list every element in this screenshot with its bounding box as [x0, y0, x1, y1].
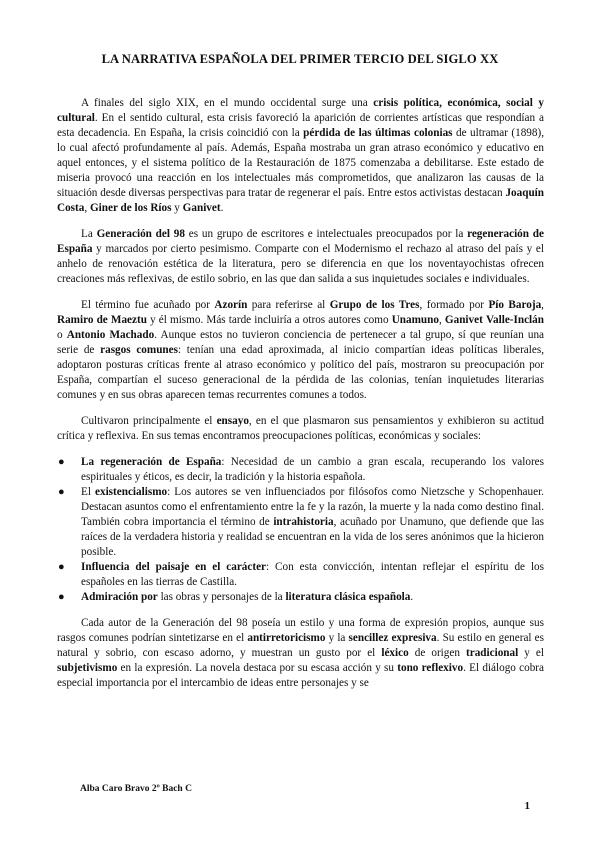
- text-run: : tenían una edad aproximada, al inicio compartían ideas políticas liberales, adoptaron posturas críticas frente al atraso económico y político del país, mostraron su preocupación por España, compartían el suceso generacional de la pérdida de las colonias, tenían inquietudes literarias comunes y en sus obras aparecen temas recurrentes comunes a todos.: [57, 344, 544, 401]
- bold-run: Valle-Inclán: [485, 314, 544, 326]
- text-run: A finales del siglo XIX, en el mundo occidental surge una: [81, 97, 374, 109]
- text-run: Cada autor de la Generación del 98 poseía un estilo y una forma de expresión propios, aunque sus rasgos comunes podrían sintetizarse en el: [57, 617, 544, 644]
- bold-run: ensayo: [216, 415, 249, 427]
- bold-run: La regeneración de España: [81, 456, 222, 468]
- bold-run: Admiración por: [81, 591, 158, 603]
- text-run: o: [57, 329, 67, 341]
- text-run: : Necesidad de un cambio a gran escala, recuperando los valores espirituales y éticos, es decir, la tradición y la historia española.: [81, 456, 544, 483]
- paragraph-intro: [57, 96, 544, 216]
- text-run: . En el sentido cultural, esta crisis favoreció la aparición de corrientes artísticas que respondían a esta decadencia. En España, la crisis coincidió con la: [57, 112, 544, 139]
- bold-run: rasgos comunes: [100, 344, 178, 356]
- bold-run: Generación del 98: [96, 228, 185, 240]
- paragraph-generacion-98: [57, 227, 544, 287]
- page-number: 1: [524, 800, 530, 812]
- list-item-admiracion: [57, 590, 544, 605]
- text-run: ,: [84, 202, 90, 214]
- bold-run: Ramiro de Maeztu: [57, 314, 147, 326]
- bold-run: crisis política, económica, social y cultural: [57, 97, 544, 124]
- text-run: para referirse al: [247, 299, 330, 311]
- bold-run: tradicional: [466, 647, 519, 659]
- text-run: El: [81, 486, 96, 498]
- bold-run: antirretoricismo: [247, 632, 326, 644]
- bold-run: existencialismo: [95, 486, 168, 498]
- text-run: , acuñado por Unamuno, que defiende que las raíces de la verdadera historia y realidad se encuentran en la vida de los seres anónimos que la hicieron posible.: [81, 516, 544, 558]
- bold-run: Joaquín Costa: [57, 187, 544, 214]
- list-item-paisaje: [57, 560, 544, 590]
- text-run: . Aunque estos no tuvieron conciencia de pertenecer a tal grupo, sí que reunían una serie de: [57, 329, 545, 356]
- bold-run: Influencia del paisaje en el carácter: [81, 561, 267, 573]
- paragraph-ensayo: [57, 414, 544, 444]
- text-run: es un grupo de escritores e intelectuales preocupados por la: [184, 228, 468, 240]
- text-run: y marcados por cierto pesimismo. Comparte con el Modernismo el rechazo al atraso del país y el anhelo de renovación estética de la literatura, pero se diferencia en que los noventayochistas ofrecen creaciones más reflexivas, de estilo sobrio, en las que dan salida a sus inquietudes sociales e individuales.: [57, 243, 544, 285]
- text-run: y él mismo. Más tarde incluiría a otros autores como: [146, 314, 392, 326]
- bold-run: Unamuno: [391, 314, 439, 326]
- text-run: y: [171, 202, 183, 214]
- bold-run: Giner de los Ríos: [89, 202, 172, 214]
- text-run: y la: [325, 632, 349, 644]
- list-item-regeneracion: [57, 455, 544, 485]
- bold-run: tono reflexivo: [397, 662, 464, 674]
- paragraph-estilo: [57, 616, 544, 691]
- bold-run: Antonio Machado: [66, 329, 155, 341]
- bold-run: sencillez expresiva: [348, 632, 437, 644]
- page-title: LA NARRATIVA ESPAÑOLA DEL PRIMER TERCIO DEL SIGLO XX: [101, 52, 499, 66]
- text-run: , en el que plasmaron sus pensamientos y exhibieron su actitud crítica y reflexiva. En sus temas encontramos preocupaciones políticas, económicas y sociales:: [57, 415, 544, 442]
- footer-author: Alba Caro Bravo 2º Bach C: [80, 784, 192, 794]
- text-run: . El diálogo cobra especial importancia por el intercambio de ideas entre personajes y se: [57, 662, 544, 689]
- text-run: . Su estilo en general es natural y sobrio, con escaso adorno, y muestran un gusto por el: [57, 632, 544, 659]
- bold-run: regeneración de España: [57, 228, 544, 255]
- bullet-icon: ●: [58, 456, 65, 468]
- bold-run: léxico: [381, 647, 409, 659]
- text-run: de ultramar (1898), lo cual afectó profundamente al país. Además, España mostraba un gran atraso económico y educativo en aquel entonces, y el sistema político de la Restauración de 1875 comenzaba a debilitarse. Este estado de miseria provocó una reacción en los intelectuales más comprometidos, que analizaron las causas de la situación desde diversas perspectivas para tratar de regenerar el país. Entre estos activistas destacan: [57, 127, 545, 199]
- bold-run: Ganivet: [182, 202, 221, 214]
- themes-list: [57, 455, 544, 605]
- bullet-icon: ●: [58, 591, 65, 603]
- text-run: Cultivaron principalmente el: [81, 415, 217, 427]
- bullet-icon: ●: [58, 561, 65, 573]
- bold-run: pérdida de las últimas colonias: [303, 127, 453, 139]
- text-run: .: [410, 591, 414, 603]
- text-run: ,: [438, 314, 445, 326]
- text-run: El término fue acuñado por: [81, 299, 215, 311]
- bold-run: Azorín: [214, 299, 248, 311]
- text-run: las obras y personajes de la: [157, 591, 286, 603]
- bold-run: literatura clásica española: [285, 591, 411, 603]
- paragraph-termino: [57, 298, 544, 403]
- document-body: [57, 96, 544, 702]
- text-run: en la expresión. La novela destaca por su escasa acción y su: [117, 662, 398, 674]
- text-run: ,: [541, 299, 544, 311]
- text-run: .: [220, 202, 224, 214]
- text-run: , formado por: [419, 299, 489, 311]
- text-run: : Los autores se ven influenciados por filósofos como Nietzsche y Schopenhauer. Destacan asuntos como el enfrentamiento entre la fe y la razón, la muerte y la nada como destino final. También cobra importancia el término de: [81, 486, 544, 528]
- bold-run: subjetivismo: [57, 662, 118, 674]
- bold-run: Ganivet: [444, 314, 483, 326]
- bold-run: Pío Baroja: [488, 299, 542, 311]
- bullet-icon: ●: [58, 486, 65, 498]
- text-run: La: [81, 228, 97, 240]
- text-run: y el: [518, 647, 545, 659]
- bold-run: intrahistoria: [273, 516, 334, 528]
- text-run: de origen: [408, 647, 466, 659]
- text-run: : Con esta convicción, intentan reflejar el espíritu de los españoles en las tierras de Castilla.: [81, 561, 544, 588]
- list-item-existencialismo: [57, 485, 544, 560]
- bold-run: Grupo de los Tres: [329, 299, 420, 311]
